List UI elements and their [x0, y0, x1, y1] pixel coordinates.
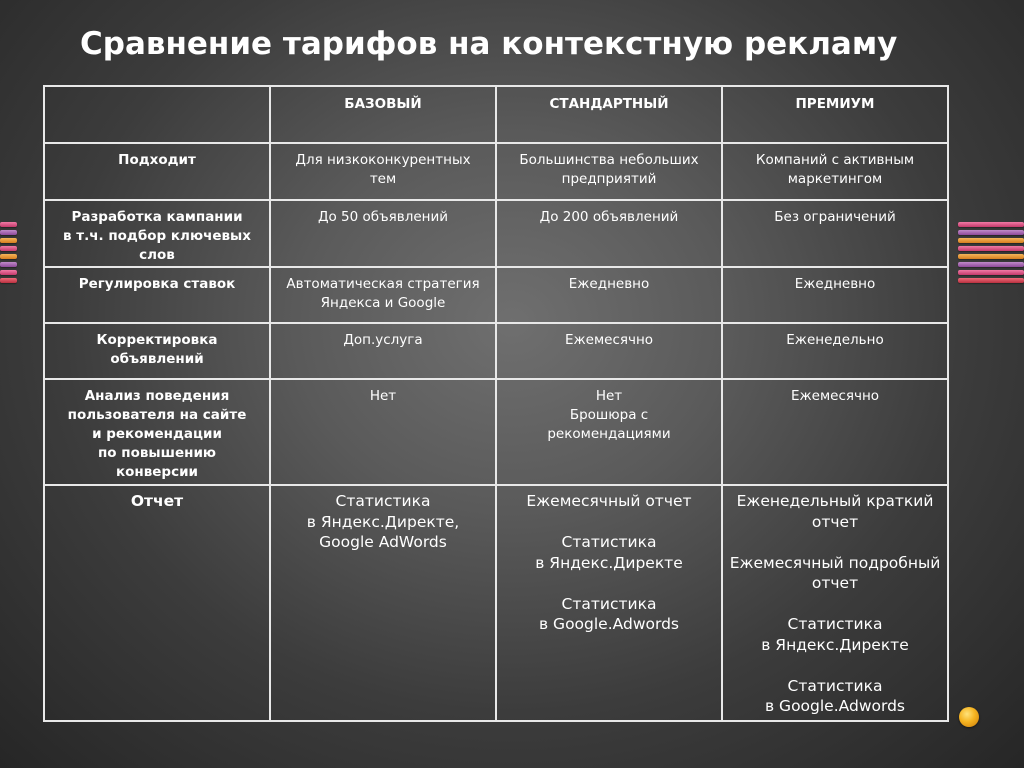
- cell-text-line: Большинства небольших: [519, 152, 699, 168]
- cell-standard: [496, 379, 722, 485]
- table-header-row: [44, 86, 948, 143]
- tariff-comparison-table: [43, 85, 949, 722]
- table-row: [44, 323, 948, 379]
- row-label-line: Корректировка: [96, 332, 218, 348]
- cell-text-line: Статистика: [787, 676, 883, 695]
- cell-premium: [722, 200, 948, 267]
- cell-text-line: Еженедельно: [786, 332, 884, 348]
- table-row: [44, 485, 948, 721]
- page-title: Сравнение тарифов на контекстную рекламу: [80, 26, 898, 62]
- cell-text-line: [727, 655, 943, 676]
- cell-standard: [496, 200, 722, 267]
- table-row: [44, 379, 948, 485]
- cell-text-line: в Google.Adwords: [765, 697, 905, 715]
- cell-text-line: Ежедневно: [794, 276, 876, 292]
- row-label-cell: [44, 379, 270, 485]
- cell-text-line: отчет: [811, 574, 859, 592]
- row-label-line: конверсии: [115, 464, 199, 480]
- cell-basic: [270, 323, 496, 379]
- cell-text-line: Ежемесячно: [790, 388, 880, 404]
- cell-premium: [722, 267, 948, 323]
- header-corner-cell: [44, 86, 270, 143]
- row-label-line: Регулировка ставок: [78, 276, 236, 292]
- cell-basic: [270, 485, 496, 721]
- table-row: [44, 143, 948, 200]
- cell-text-line: отчет: [811, 512, 859, 531]
- cell-text-line: Автоматическая стратегия: [286, 276, 480, 292]
- header-plan-basic: БАЗОВЫЙ: [270, 86, 496, 143]
- cell-text-line: Компаний с активным: [755, 152, 915, 168]
- row-label-line: Анализ поведения: [84, 388, 230, 404]
- cell-basic: [270, 267, 496, 323]
- cell-text-line: в Google.Adwords: [539, 615, 679, 633]
- cell-text-line: Яндекса и Google: [320, 295, 446, 311]
- cell-standard: [496, 323, 722, 379]
- row-label-line: Отчет: [130, 492, 184, 510]
- cell-standard: [496, 143, 722, 200]
- row-label-line: Разработка кампании: [71, 209, 243, 225]
- cell-text-line: Статистика: [561, 594, 657, 613]
- cell-text-line: Ежемесячный подробный: [729, 553, 941, 572]
- cell-text-line: Без ограничений: [774, 209, 896, 225]
- row-label-cell: [44, 267, 270, 323]
- cell-basic: [270, 200, 496, 267]
- header-plan-standard: СТАНДАРТНЫЙ: [496, 86, 722, 143]
- table-row: [44, 267, 948, 323]
- table-row: [44, 200, 948, 267]
- row-label-cell: Подходит: [44, 143, 270, 200]
- cell-text-line: Статистика: [787, 615, 883, 633]
- cell-text-line: Ежедневно: [568, 276, 650, 292]
- cell-text-line: Ежемесячный отчет: [526, 492, 692, 510]
- cell-premium: [722, 485, 948, 721]
- row-label-line: пользователя на сайте: [67, 407, 247, 423]
- cell-text-line: Доп.услуга: [343, 332, 423, 348]
- cell-text-line: в Яндекс.Директе: [761, 635, 909, 654]
- cell-text-line: Нет: [595, 388, 623, 404]
- cell-text-line: До 200 объявлений: [539, 209, 679, 225]
- cell-text-line: [727, 594, 943, 615]
- row-label-line: и рекомендации: [92, 426, 222, 442]
- header-plan-premium: ПРЕМИУМ: [722, 86, 948, 143]
- cell-text-line: предприятий: [561, 171, 657, 187]
- row-label-line: объявлений: [110, 351, 204, 367]
- cell-premium: [722, 143, 948, 200]
- cell-text-line: рекомендациями: [547, 426, 671, 442]
- cell-text-line: Google AdWords: [319, 533, 447, 551]
- row-label-line: по повышению: [97, 445, 217, 461]
- cell-basic: [270, 379, 496, 485]
- cell-text-line: маркетингом: [787, 171, 883, 187]
- left-stripes-decoration: [0, 222, 17, 287]
- cell-text-line: в Яндекс.Директе: [535, 553, 683, 572]
- row-label-cell: [44, 485, 270, 721]
- cell-text-line: Статистика: [335, 492, 431, 510]
- row-label-cell: [44, 200, 270, 267]
- orb-bullet-icon: [959, 707, 979, 727]
- row-label-cell: [44, 323, 270, 379]
- cell-text-line: тем: [369, 171, 397, 187]
- cell-text-line: До 50 объявлений: [317, 209, 449, 225]
- cell-text-line: Еженедельный краткий: [736, 492, 934, 510]
- cell-text-line: [501, 573, 717, 594]
- cell-text-line: Ежемесячно: [564, 332, 654, 348]
- cell-text-line: Для низкоконкурентных: [295, 152, 471, 168]
- cell-standard: [496, 485, 722, 721]
- cell-text-line: [501, 512, 717, 533]
- cell-standard: [496, 267, 722, 323]
- cell-text-line: Брошюра с: [569, 407, 649, 423]
- cell-text-line: [727, 532, 943, 553]
- cell-text-line: Статистика: [561, 533, 657, 551]
- cell-basic: [270, 143, 496, 200]
- cell-text-line: в Яндекс.Директе,: [306, 512, 460, 531]
- cell-premium: [722, 379, 948, 485]
- cell-text-line: Нет: [369, 388, 397, 404]
- right-stripes-decoration: [958, 222, 1024, 287]
- row-label-line: слов: [139, 247, 175, 263]
- row-label-line: в т.ч. подбор ключевых: [63, 228, 251, 244]
- cell-premium: [722, 323, 948, 379]
